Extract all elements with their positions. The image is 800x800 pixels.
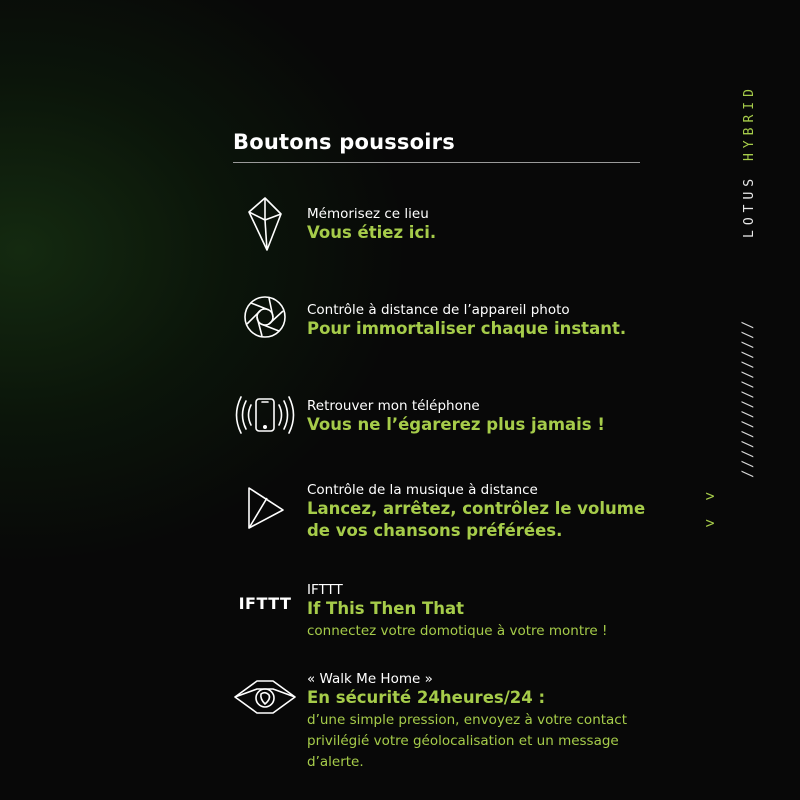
chevron-right-icon: > (705, 514, 715, 532)
feature-lead: Mémorisez ce lieu (307, 206, 429, 222)
feature-accent: Vous étiez ici. (307, 223, 437, 242)
feature-desc-line-1: d’une simple pression, envoyez à votre contact (307, 712, 628, 728)
title-divider (233, 162, 640, 163)
decorative-chevrons (703, 488, 717, 532)
section-title: Boutons poussoirs (233, 130, 455, 154)
feature-desc-line-2: privilégié votre géolocalisation et un message (307, 733, 619, 749)
feature-accent: Pour immortaliser chaque instant. (307, 319, 627, 338)
feature-accent: En sécurité 24heures/24 : (307, 688, 546, 707)
feature-lead: Contrôle de la musique à distance (307, 482, 538, 498)
feature-lead: Retrouver mon téléphone (307, 398, 480, 414)
feature-lead: Contrôle à distance de l’appareil photo (307, 302, 570, 318)
diamond-gem-icon (233, 194, 297, 254)
feature-accent: Vous ne l’égarerez plus jamais ! (307, 415, 605, 434)
feature-accent: If This Then That (307, 599, 464, 618)
camera-aperture-icon (233, 294, 297, 340)
feature-lead: IFTTT (307, 582, 343, 598)
eye-location-icon (233, 677, 297, 717)
feature-desc-line-3: d’alerte. (307, 754, 364, 770)
decorative-slashes: //////////////// (740, 319, 756, 478)
play-triangle-icon (233, 484, 297, 532)
ifttt-logo-icon (233, 594, 297, 613)
ringing-phone-icon (233, 390, 297, 440)
ifttt-logo-text: IFTTT (238, 594, 292, 613)
feature-desc: connectez votre domotique à votre montre ! (307, 623, 608, 639)
feature-lead: « Walk Me Home » (307, 671, 433, 687)
feature-accent-line-1: Lancez, arrêtez, contrôlez le volume (307, 499, 646, 518)
brand-word-hybrid: HYBRID (742, 84, 757, 162)
chevron-right-icon: > (705, 487, 715, 505)
brand-label (742, 84, 757, 238)
brand-word-lotus: LOTUS (742, 173, 757, 238)
feature-accent-line-2: de vos chansons préférées. (307, 521, 563, 540)
